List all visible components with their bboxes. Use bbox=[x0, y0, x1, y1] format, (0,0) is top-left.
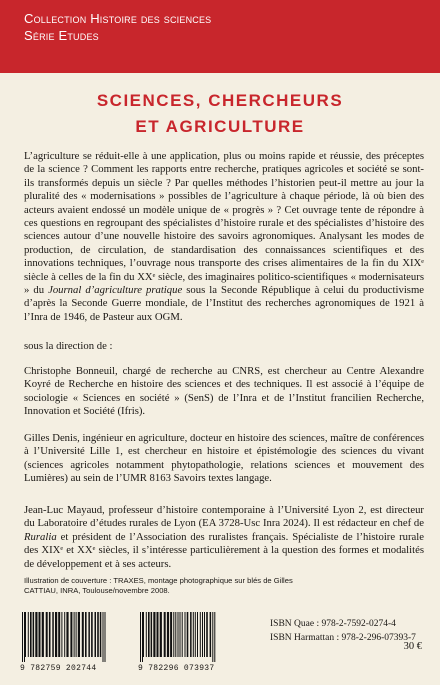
book-title bbox=[0, 88, 440, 140]
title-line-1: SCIENCES, CHERCHEURS bbox=[96, 91, 344, 110]
barcode-harmattan bbox=[138, 612, 243, 662]
isbn-quae: ISBN Quae : 978-2-7592-0274-4 bbox=[270, 619, 396, 629]
price: 30 € bbox=[403, 641, 422, 652]
header-band bbox=[0, 0, 440, 73]
series-info bbox=[24, 10, 211, 44]
mayaud-part-2: et président de l’Association des ruralistes français. Spécialiste de l’histoire rurale des XIXᵉ et XXᵉ siècles, il s’intéresse particulièrement à la question des formes et modalités de développement et à ses acteurs. bbox=[24, 530, 424, 570]
collection-name: Collection Histoire des sciences bbox=[24, 11, 212, 26]
mayaud-part-1: Jean-Luc Mayaud, professeur d’histoire contemporaine à l’Université Lyon 2, est directeur du Laboratoire d’études rurales de Lyon (EA 3728-Usc Inra 2024). Il est rédacteur en chef de bbox=[24, 504, 424, 530]
illustration-credit: Illustration de couverture : TRAXES, montage photographique sur blés de Gilles CATTIAU, INRA, Toulouse/novembre 2008. bbox=[24, 576, 293, 595]
direction-label: sous la direction de : bbox=[24, 340, 113, 352]
summary-part-2: sous la Seconde République à celui du productivisme d’après la Seconde Guerre mondiale, de l’Institut des recherches agronomiques de 1921 à l’Inra de 1946, de Pasteur aux OGM. bbox=[24, 284, 425, 323]
author-mayaud bbox=[24, 504, 424, 571]
serie-name: Série Etudes bbox=[24, 28, 99, 43]
author-denis: Gilles Denis, ingénieur en agriculture, docteur en histoire des sciences, maître de conférences à l’Université Lille 1, est chercheur en histoire et épistémologie des sciences du vivant (sciences agricoles notamment phytopathologie, relations sciences et mouvement des Lumières) au sein de l’UMR 8163 Savoirs textes langage. bbox=[24, 432, 424, 485]
journal-ruralia: Ruralia bbox=[24, 530, 57, 543]
summary-text bbox=[24, 150, 424, 324]
barcode-quae bbox=[20, 612, 125, 662]
summary-journal-title: Journal d’agriculture pratique bbox=[48, 284, 183, 297]
isbn-harmattan: ISBN Harmattan : 978-2-296-07393-7 bbox=[270, 633, 416, 643]
author-bonneuil: Christophe Bonneuil, chargé de recherche au CNRS, est chercheur au Centre Alexandre Koyré de Recherche en histoire des sciences et des techniques. Il est associé à l’équipe de sociologie « Sciences en société » (SenS) de l’Inra et de l’Institut francilien Recherche, Innovation et Société (Ifris). bbox=[24, 365, 424, 418]
title-line-2: ET AGRICULTURE bbox=[135, 117, 305, 136]
barcode-harmattan-number: 9 782296 073937 bbox=[138, 664, 215, 673]
isbn-block bbox=[270, 617, 416, 645]
summary-part-1: L’agriculture se réduit-elle à une application, plus ou moins rapide et réussie, des préceptes de la science ? Comment les rapports entre recherche, pratiques agricoles et société se sont-ils transformés depuis un siècle ? Par quelles méthodes l’historien peut-il mettre au jour la pluralité des « modernisations » possibles de l’agriculture à chaque période, là où bien des acteurs avaient endossé un modèle unique de « progrès » ? Cet ouvrage tente de répondre à ces questions en regroupant des spécialistes d’histoire rurale et des spécialistes d’histoire des sciences autour d’une nouvelle histoire des savoirs agronomiques. Analysant les modes de production, de circulation, de standardisation des connaissances scientifiques et des innovations techniques, l’ouvrage nous transporte des crises alimentaires de la fin du XIXᵉ siècle à celles de la fin du XXᵉ siècle, des imaginaires politico-scientifiques « modernisateurs » du bbox=[24, 150, 424, 297]
barcode-quae-number: 9 782759 202744 bbox=[20, 664, 97, 673]
